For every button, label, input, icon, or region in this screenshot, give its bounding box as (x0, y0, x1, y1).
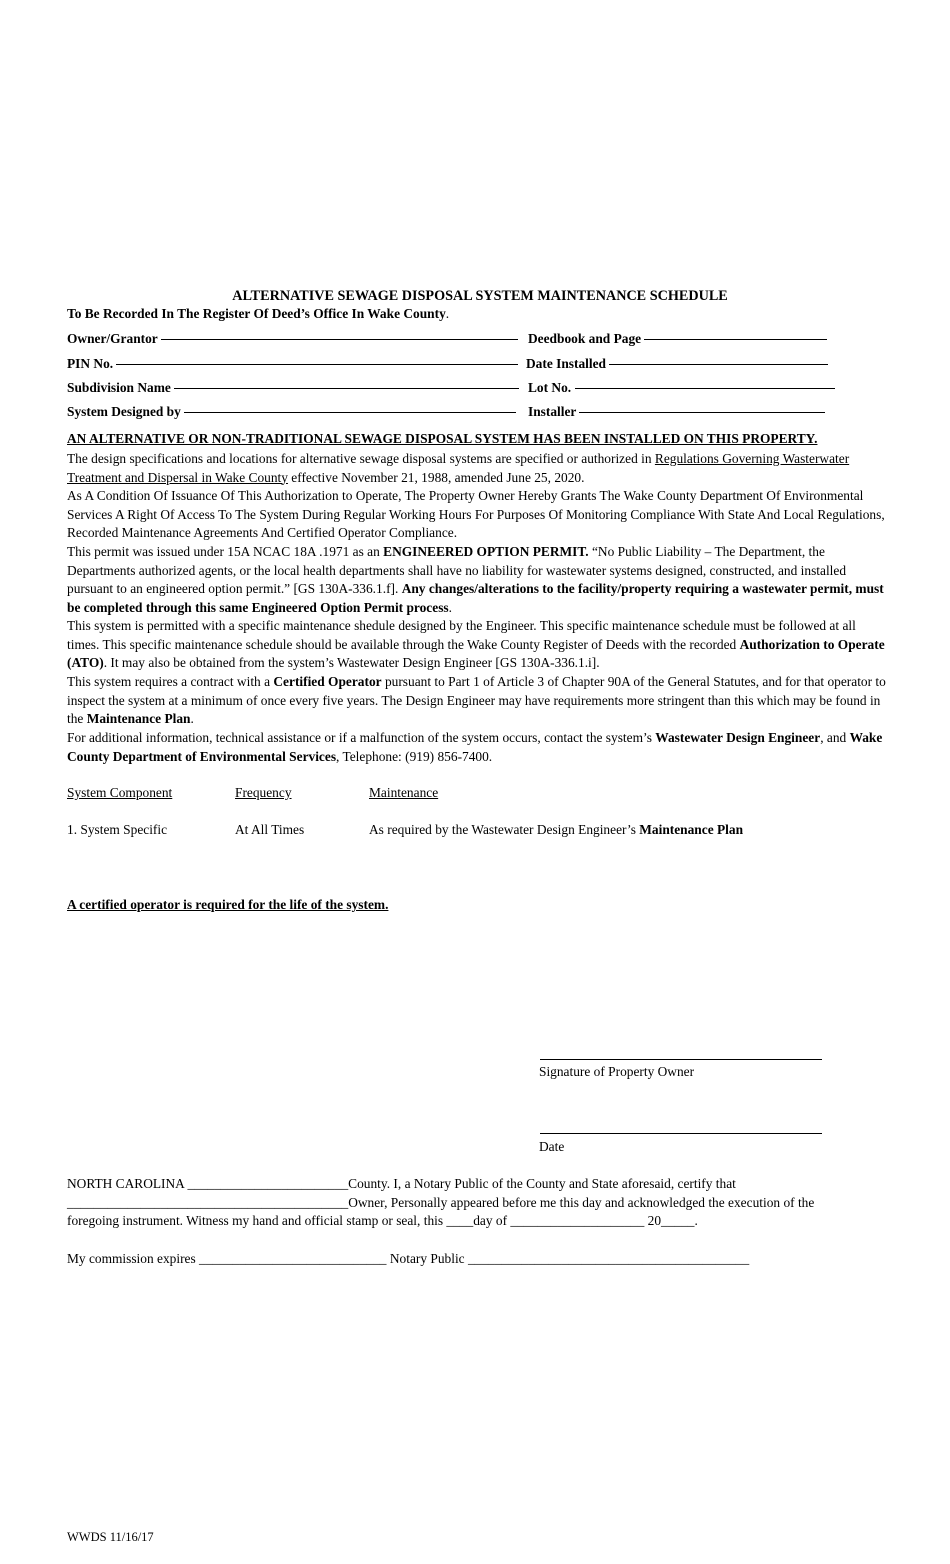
deedbook-field[interactable] (528, 331, 827, 347)
row-maintenance (369, 822, 743, 838)
date-installed-line[interactable] (609, 364, 828, 365)
signature-line[interactable] (540, 1059, 822, 1060)
certified-operator-note: A certified operator is required for the life of the system. (67, 897, 389, 912)
regulations-reference: Regulations Governing Wasterwater Treatment and Dispersal in Wake County (67, 451, 850, 485)
form-footer-code: WWDS 11/16/17 (67, 1530, 154, 1544)
notice-heading: AN ALTERNATIVE OR NON-TRADITIONAL SEWAGE DISPOSAL SYSTEM HAS BEEN INSTALLED ON THIS PROPERTY. (67, 431, 818, 446)
signature-label: Signature of Property Owner (539, 1064, 695, 1079)
paragraph-permit (67, 543, 887, 617)
p6-text-c: , Telephone: (919) 856-7400. (336, 748, 493, 764)
subdivision-field[interactable] (67, 380, 519, 396)
p6-bold-2: Wake County Department of Environmental Services (67, 730, 883, 764)
p3-bold-2: Any changes/alterations to the facility/property requiring a wastewater permit, must be completed through this same Engineered Option Permit process (67, 581, 884, 615)
pin-field[interactable] (67, 356, 518, 372)
p6-bold-1: Wastewater Design Engineer (655, 730, 821, 745)
header-frequency: Frequency (235, 785, 292, 800)
p5-bold-1: Certified Operator (273, 674, 382, 689)
subdivision-line[interactable] (174, 388, 519, 389)
notary-line-3: foregoing instrument. Witness my hand and official stamp or seal, this ____day of ____________________ 20_____. (67, 1213, 698, 1228)
notary-county-text: County. I, a Notary Public of the County and State aforesaid, certify that (348, 1176, 736, 1191)
installer-label: Installer (528, 404, 577, 419)
date-installed-field[interactable] (526, 356, 828, 372)
header-maintenance: Maintenance (369, 785, 439, 800)
subtitle (67, 306, 449, 322)
paragraph-contact (67, 729, 887, 766)
p5-bold-2: Maintenance Plan (86, 711, 191, 727)
installer-field[interactable] (528, 404, 825, 420)
paragraph-operator (67, 673, 887, 729)
date-label: Date (539, 1139, 565, 1154)
p3-text-c: . (448, 599, 452, 615)
p4-text-b: . It may also be obtained from the system’s Wastewater Design Engineer [GS 130A-336.1.i]. (103, 655, 600, 671)
designed-by-field[interactable] (67, 404, 516, 420)
owner-label: Owner/Grantor (67, 331, 158, 346)
owner-field[interactable] (67, 331, 518, 347)
header-system-component: System Component (67, 785, 173, 800)
subtitle-period: . (445, 306, 450, 321)
p5-text-c: . (190, 711, 194, 727)
owner-line[interactable] (161, 339, 518, 340)
p3-text-b: “No Public Liability – The Department, the Departments authorized agents, or the local health departments shall have no liability for wastewater systems designed, constructed, and installed pursuant to an engineered option permit.” [GS 130A-336.1.f]. (67, 544, 847, 597)
p6-text-a: For additional information, technical assistance or if a malfunction of the system occurs, contact the system’s (67, 730, 656, 745)
lot-label: Lot No. (528, 380, 572, 395)
notary-commission: My commission expires ____________________________ Notary Public __________________________________________ (67, 1251, 750, 1266)
date-line[interactable] (540, 1133, 822, 1134)
document-title: ALTERNATIVE SEWAGE DISPOSAL SYSTEM MAINTENANCE SCHEDULE (232, 288, 728, 304)
p6-text-b: , and (820, 730, 850, 745)
pin-line[interactable] (116, 364, 518, 365)
notary-line-2: __________________________________________Owner, Personally appeared before me this day and acknowledged the execution of the (67, 1195, 815, 1210)
pin-label: PIN No. (67, 356, 114, 371)
paragraph-access: As A Condition Of Issuance Of This Authorization to Operate, The Property Owner Hereby Grants The Wake County Department Of Environmental Services A Right Of Access To The System During Regular Working Hours For Purposes Of Monitoring Compliance With State And Local Regulations, Recorded Maintenance Agreements And Certified Operator Compliance. (67, 488, 885, 541)
lot-field[interactable] (528, 380, 835, 396)
deedbook-line[interactable] (644, 339, 827, 340)
p1-text-a: The design specifications and locations for alternative sewage disposal systems are specified or authorized in (67, 451, 655, 466)
p4-text-a: This system is permitted with a specific maintenance shedule designed by the Engineer. This specific maintenance schedule must be followed at all times. This specific maintenance schedule should be available through the Wake County Register of Deeds with the recorded (67, 618, 856, 652)
paragraph-regulations (67, 450, 887, 487)
designed-by-line[interactable] (184, 412, 516, 413)
notary-line-1 (67, 1176, 736, 1192)
row-frequency: At All Times (235, 822, 305, 837)
p1-text-b: effective November 21, 1988, amended June 25, 2020. (287, 469, 585, 485)
designed-by-label: System Designed by (67, 404, 181, 419)
subtitle-text: To Be Recorded In The Register Of Deed’s Office In Wake County (67, 306, 446, 321)
date-installed-label: Date Installed (526, 356, 606, 371)
row-component: 1. System Specific (67, 822, 168, 837)
notary-state: NORTH CAROLINA ________________________ (67, 1176, 349, 1191)
lot-line[interactable] (575, 388, 835, 389)
paragraph-schedule (67, 617, 887, 673)
p3-text-a: This permit was issued under 15A NCAC 18A .1971 as an (67, 544, 384, 559)
row-maintenance-text: As required by the Wastewater Design Engineer’s (369, 822, 640, 837)
deedbook-label: Deedbook and Page (528, 331, 642, 346)
subdivision-label: Subdivision Name (67, 380, 171, 395)
p5-text-b: pursuant to Part 1 of Article 3 of Chapter 90A of the General Statutes, and for that operator to inspect the system at a minimum of once every five years. The Design Engineer may have requirements more stringent than this which may be found in the (67, 674, 886, 727)
p5-text-a: This system requires a contract with a (67, 674, 274, 689)
p4-bold-1: Authorization to Operate (ATO) (67, 636, 885, 671)
p3-bold-1: ENGINEERED OPTION PERMIT. (383, 544, 589, 559)
installer-line[interactable] (579, 412, 825, 413)
row-maintenance-plan: Maintenance Plan (639, 822, 744, 837)
